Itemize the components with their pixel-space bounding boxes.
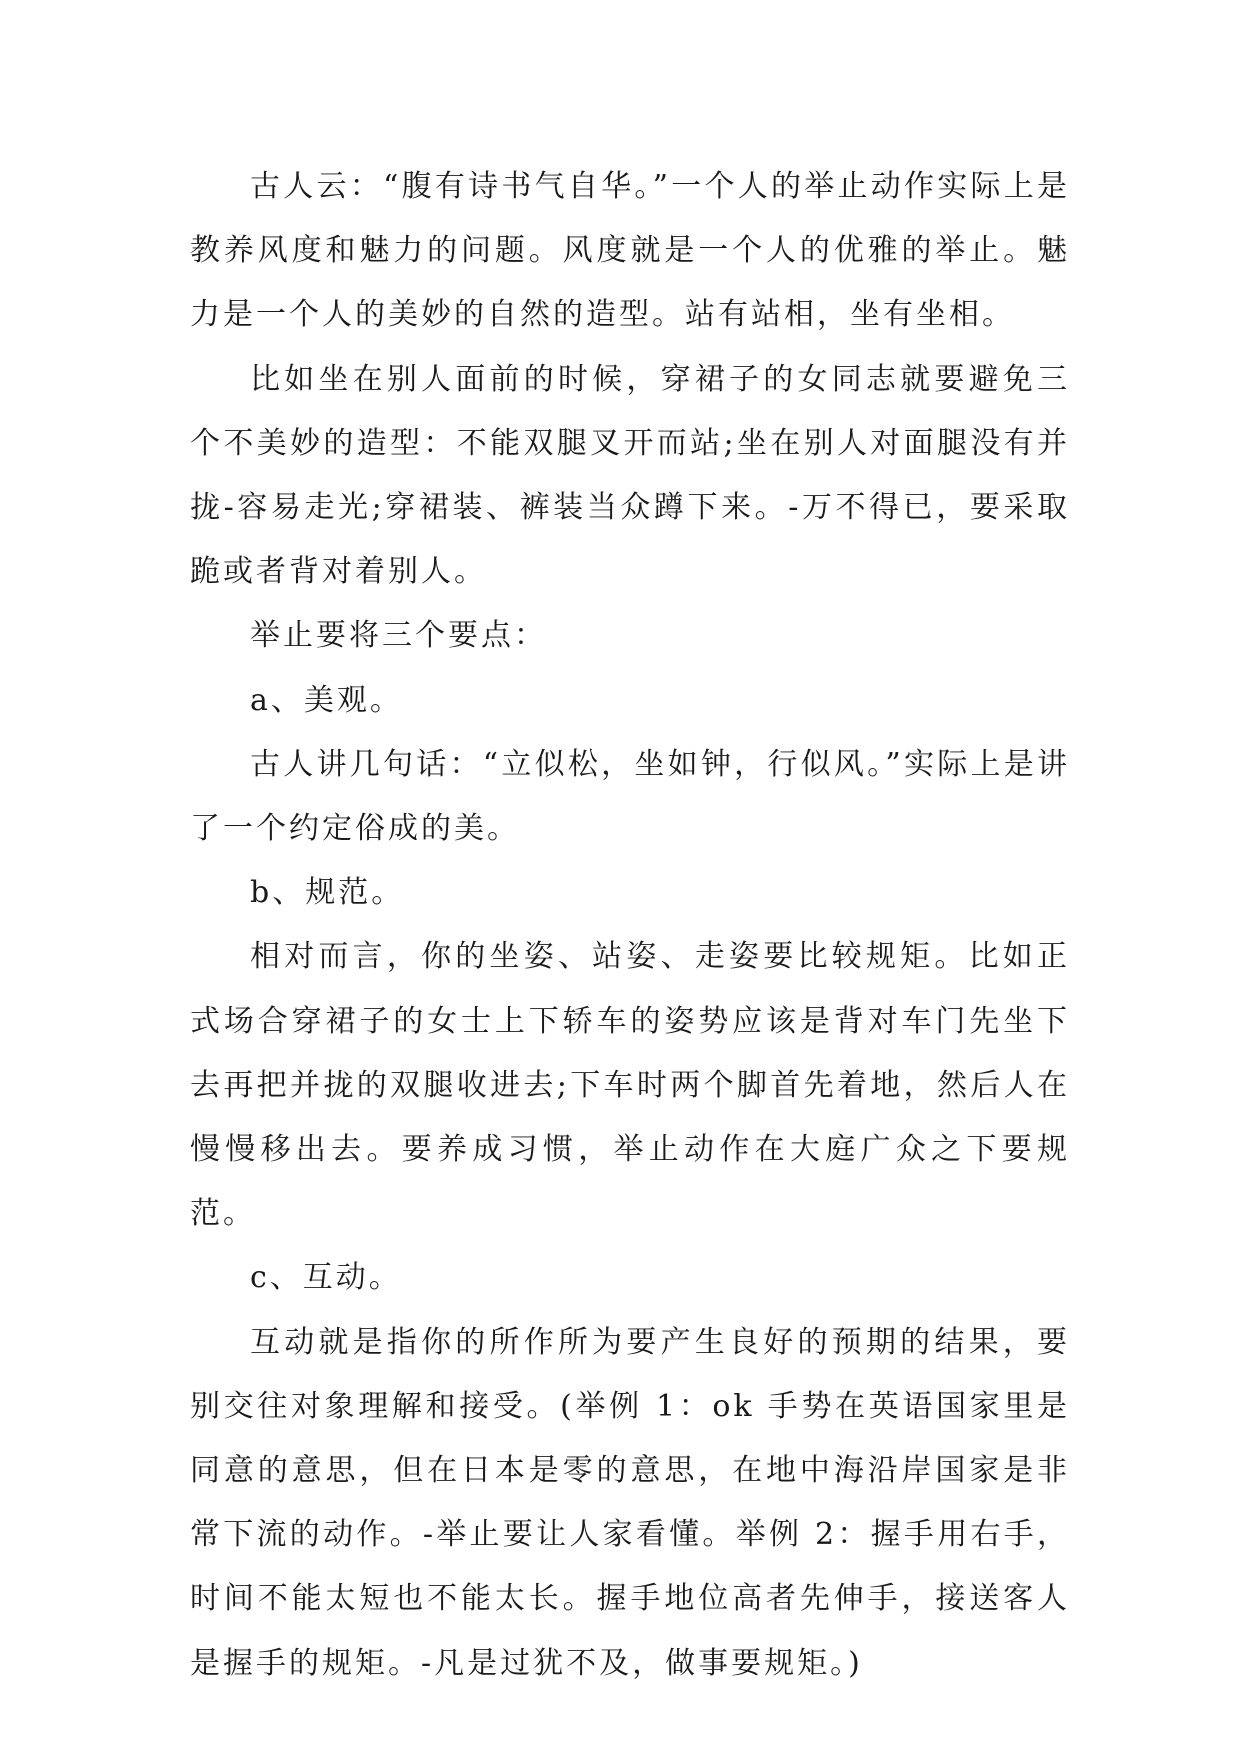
document-body: [190, 155, 1070, 1696]
heading-c-interaction: c、互动。: [250, 1260, 402, 1296]
paragraph-posture: 相对而言，你的坐姿、站姿、走姿要比较规矩。比如正式场合穿裙子的女士上下轿车的姿势应该是背对车门先坐下去再把并拢的双腿收进去;下车时两个脚首先着地，然后人在慢慢移出去。要养成习惯，举止动作在大庭广众之下要规范。: [190, 939, 1070, 1232]
paragraph-intro: 古人云：“腹有诗书气自华。”一个人的举止动作实际上是教养风度和魅力的问题。风度就是一个人的优雅的举止。魅力是一个人的美妙的自然的造型。站有站相，坐有坐相。: [190, 169, 1070, 333]
paragraph-ancient-saying: 古人讲几句话：“立似松，坐如钟，行似风。”实际上是讲了一个约定俗成的美。: [190, 746, 1070, 847]
heading-a-beauty: a、美观。: [250, 682, 403, 718]
heading-b-standard: b、规范。: [250, 875, 405, 911]
paragraph-sitting-example: 比如坐在别人面前的时候，穿裙子的女同志就要避免三个不美妙的造型：不能双腿叉开而站;坐在别人对面腿没有并拢-容易走光;穿裙装、裤装当众蹲下来。-万不得已，要采取跪或者背对着别人。: [190, 361, 1070, 590]
paragraph-interaction-examples: 互动就是指你的所作所为要产生良好的预期的结果，要别交往对象理解和接受。(举例 1：ok 手势在英语国家里是同意的意思，但在日本是零的意思，在地中海沿岸国家是非常下流的动作。-举止要让人家看懂。举例 2：握手用右手，时间不能太短也不能太长。握手地位高者先伸手，接送客人是握手的规矩。-凡是过犹不及，做事要规矩。): [190, 1324, 1070, 1681]
paragraph-three-points: 举止要将三个要点：: [250, 618, 547, 654]
